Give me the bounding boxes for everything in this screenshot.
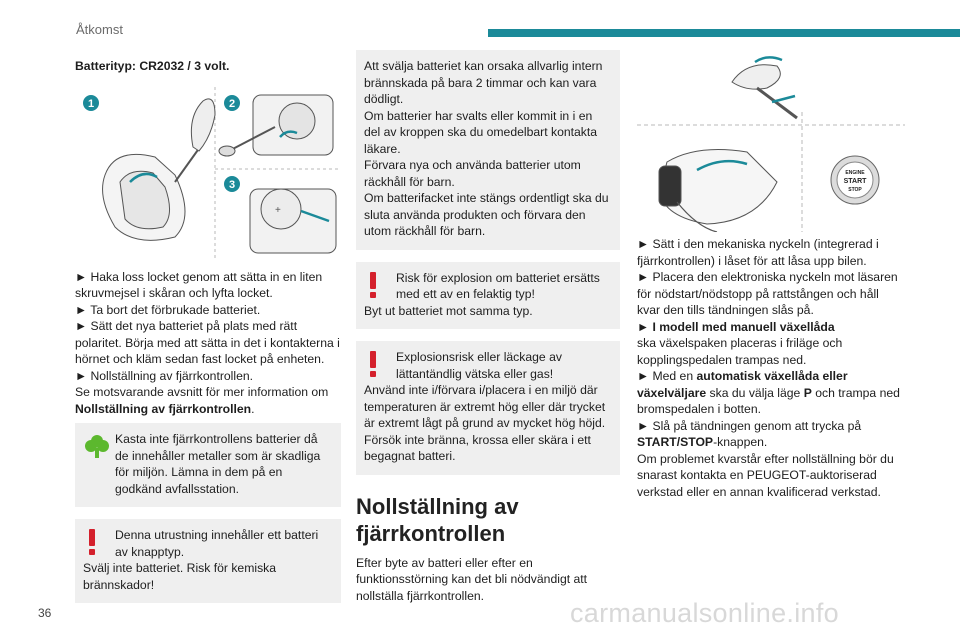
section-heading: Nollställning av fjärrkontrollen xyxy=(356,493,519,546)
battery-type: Batterityp: CR2032 / 3 volt. xyxy=(75,59,230,73)
column-2 xyxy=(356,50,620,604)
step-4: ► Nollställning av fjärrkontrollen. xyxy=(75,368,254,383)
fig-label-3: 3 xyxy=(228,178,236,191)
key-battery-illustration xyxy=(75,87,341,259)
warning-box-explosion: Risk för explosion om batteriet ersätts med ett av en felaktig typ! Byt ut batteriet mot samma typ. xyxy=(356,262,620,330)
header-accent-bar xyxy=(488,29,960,37)
reset-step-3: ► I modell med manuell växellåda ska växelspaken placeras i friläge och kopplingspedalen trampas ned. xyxy=(637,319,843,367)
reset-step-5: ► Slå på tändningen genom att trycka på START/STOP-knappen. xyxy=(637,418,862,449)
environment-note-text: Kasta inte fjärrkontrollens batterier då de innehåller metaller som är skadliga för miljön. Lämna in dem på en godkänd avfallsstation. xyxy=(115,432,321,496)
reset-step-1: ► Sätt i den mekaniska nyckeln (integrerad i fjärrkontrollen) i låset för att låsa upp bilen. xyxy=(637,237,879,268)
warning-icon xyxy=(85,529,99,560)
replacement-steps xyxy=(75,269,341,418)
warning-box-leakage: Explosionsrisk eller läckage av lättantändlig vätska eller gas! Använd inte i/förvara i/placera i en miljö där temperaturen är extremt hög eller där trycket är extremt lågt på grund av mycket hög höjd. Försök inte bränna, krossa eller skära i ett begagnat batteri. xyxy=(356,341,620,475)
warning-box-battery: Denna utrustning innehåller ett batteri av knapptyp. Svälj inte batteriet. Risk för kemiska brännskador! xyxy=(75,519,341,603)
environment-note xyxy=(75,423,341,507)
warning-icon xyxy=(366,351,380,382)
fig-label-1: 1 xyxy=(87,97,95,110)
step-2: ► Ta bort det förbrukade batteriet. xyxy=(75,302,261,317)
reset-step-4: ► Med en automatisk växellåda eller växelväljare ska du välja läge P och trampa ned bromspedalen i botten. xyxy=(637,369,900,416)
reset-illustration xyxy=(637,52,905,232)
see-more-link[interactable]: Nollställning av fjärrkontrollen xyxy=(75,401,252,416)
warning-icon xyxy=(366,272,380,303)
intro-text: Efter byte av batteri eller efter en funktionsstörning kan det bli nödvändigt att nollställa fjärrkontrollen. xyxy=(356,555,588,603)
watermark: carmanualsonline.info xyxy=(570,598,839,628)
swallow-warning-box: Att svälja batteriet kan orsaka allvarlig intern brännskada på bara 2 timmar och kan vara dödligt. Om batterier har svalts eller kommit in i en del av kroppen ska du omedelbart kontakta läkare. Förvara nya och använda batterier utom räckhåll för barn. Om batterifacket inte stängs ordentligt ska du sluta använda produkten och förvara den utom räckhåll för barn. xyxy=(356,50,620,250)
engine-label: ENGINE xyxy=(845,170,865,176)
column-3 xyxy=(637,50,905,500)
reset-step-2: ► Placera den elektroniska nyckeln mot läsaren för nödstart/nödstopp på rattstången och håll kvar den tills tändningen slås på. xyxy=(637,270,898,317)
svg-text:+: + xyxy=(275,204,281,216)
tree-icon xyxy=(85,433,109,464)
column-1 xyxy=(75,50,341,603)
see-more: Se motsvarande avsnitt för mer information om Nollställning av fjärrkontrollen. xyxy=(75,385,329,416)
reset-step-6: Om problemet kvarstår efter nollställning bör du snarast kontakta en PEUGEOT-auktoriserad verkstad eller en annan kvalificerad verkstad. xyxy=(637,451,894,499)
reset-steps xyxy=(637,236,905,500)
section-title: Åtkomst xyxy=(76,22,123,37)
battery-replacement-figure xyxy=(75,87,341,259)
fig-label-2: 2 xyxy=(228,97,236,110)
page-number: 36 xyxy=(38,606,52,620)
step-3: ► Sätt det nya batteriet på plats med rätt polaritet. Börja med att sätta in det i kontakterna i hörnet och kläm sedan fast locket på enheten. xyxy=(75,319,340,366)
stop-label: STOP xyxy=(848,187,862,193)
step-1: ► Haka loss locket genom att sätta in en liten skruvmejsel i skåran och lyfta locket. xyxy=(75,269,323,300)
reset-figure xyxy=(637,52,905,232)
start-label: START xyxy=(843,178,867,185)
